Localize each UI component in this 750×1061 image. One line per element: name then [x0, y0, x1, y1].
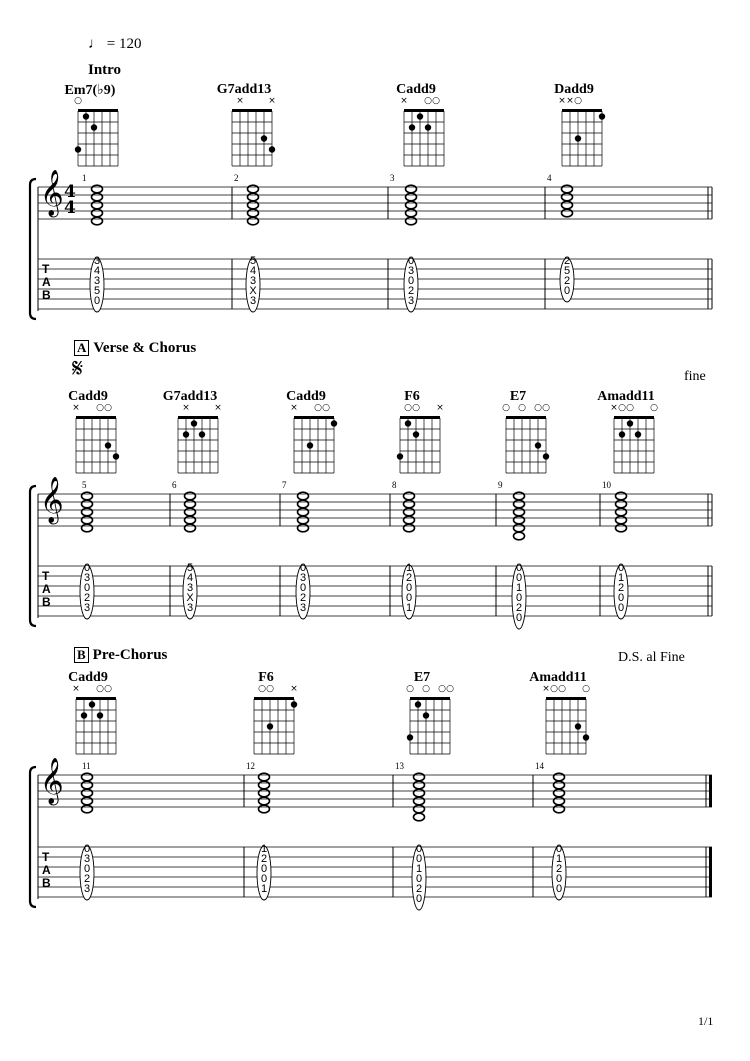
tab-fret-number: 2: [555, 863, 563, 875]
chord-diagram: [407, 697, 450, 754]
chord-diagram: [76, 697, 116, 754]
note-head: [414, 781, 425, 789]
note-head: [404, 492, 415, 500]
chord-name: Amadd11: [529, 670, 587, 685]
note-head: [248, 217, 259, 225]
string-markers: × ○ ○: [72, 684, 112, 694]
note-head: [298, 500, 309, 508]
chord-diagram: [404, 109, 444, 166]
note-head: [562, 201, 573, 209]
chord-name: F6: [258, 670, 274, 685]
tab-fret-number: 5: [563, 265, 571, 277]
tab-fret-number: 0: [555, 883, 563, 895]
string-markers: × × ○: [558, 96, 582, 106]
chord-name: Em7(♭9): [64, 83, 116, 98]
tab-fret-number: 0: [260, 873, 268, 885]
tab-clef-icon: T A B: [42, 569, 51, 609]
note-head: [554, 805, 565, 813]
note-head: [248, 185, 259, 193]
ds-al-fine-marking: D.S. al Fine: [618, 650, 685, 665]
chord-diagram: [506, 416, 549, 473]
tab-fret-number: 1: [260, 883, 268, 895]
bar-number: 5: [82, 480, 87, 490]
note-head: [514, 500, 525, 508]
tab-fret-number: 1: [260, 843, 268, 855]
note-head: [185, 524, 196, 532]
treble-clef-icon: 𝄞: [40, 758, 64, 803]
chord-diagram: [76, 416, 119, 473]
tab-fret-number: 1: [555, 853, 563, 865]
tab-fret-number: 0: [415, 893, 423, 905]
bar-number: 13: [395, 761, 404, 771]
rehearsal-mark-a: A: [74, 340, 89, 356]
tab-fret-number: 3: [407, 265, 415, 277]
note-head: [259, 805, 270, 813]
note-head: [298, 516, 309, 524]
tab-fret-number: 2: [415, 883, 423, 895]
quarter-note-icon: ♩: [88, 36, 103, 52]
chord-name: E7: [509, 389, 527, 404]
system-bracket: [30, 767, 36, 907]
chord-name: G7add13: [162, 389, 218, 404]
tab-fret-number: 3: [186, 582, 194, 594]
string-markers: ○ ○ ○ ○: [406, 684, 454, 694]
bar-number: 9: [498, 480, 503, 490]
note-head: [406, 209, 417, 217]
note-head: [92, 217, 103, 225]
bar-number: 1: [82, 173, 87, 183]
chord-name: Cadd9: [286, 389, 326, 404]
note-head: [414, 805, 425, 813]
note-head: [554, 789, 565, 797]
note-head: [616, 508, 627, 516]
note-head: [554, 773, 565, 781]
bar-number: 2: [234, 173, 239, 183]
note-head: [82, 500, 93, 508]
note-head: [298, 508, 309, 516]
tab-clef-icon: T A B: [42, 850, 51, 890]
bar-number: 7: [282, 480, 287, 490]
time-signature-icon: 4 4: [64, 182, 76, 218]
tab-fret-number: 2: [563, 275, 571, 287]
tab-fret-number: 5: [93, 285, 101, 297]
note-head: [82, 781, 93, 789]
tab-fret-number: 0: [515, 562, 523, 574]
note-head: [414, 813, 425, 821]
note-head: [92, 201, 103, 209]
note-head: [616, 516, 627, 524]
treble-clef-icon: 𝄞: [40, 170, 64, 215]
tab-fret-number: 2: [405, 572, 413, 584]
tab-fret-number: 3: [93, 255, 101, 267]
tab-fret-number: 4: [249, 265, 257, 277]
tab-fret-number: 3: [186, 602, 194, 614]
note-head: [404, 508, 415, 516]
tab-fret-number: 4: [186, 572, 194, 584]
note-head: [185, 492, 196, 500]
tab-fret-number: 3: [83, 883, 91, 895]
chord-name: Dadd9: [554, 82, 594, 97]
tab-fret-number: 0: [83, 562, 91, 574]
note-head: [406, 201, 417, 209]
tempo-value: = 120: [106, 36, 142, 52]
tab-fret-number: 1: [415, 863, 423, 875]
tab-fret-number: 4: [93, 265, 101, 277]
rehearsal-mark-b: B: [74, 647, 89, 663]
tab-fret-number: 0: [617, 592, 625, 604]
note-head: [82, 789, 93, 797]
note-head: [82, 797, 93, 805]
tab-fret-number: 2: [299, 592, 307, 604]
note-head: [92, 209, 103, 217]
chord-name: F6: [404, 389, 420, 404]
note-head: [92, 185, 103, 193]
tab-fret-number: 0: [415, 843, 423, 855]
tab-fret-number: 3: [407, 295, 415, 307]
note-head: [185, 500, 196, 508]
tab-fret-number: 3: [83, 602, 91, 614]
note-head: [514, 492, 525, 500]
tab-fret-number: 0: [617, 602, 625, 614]
chord-diagram: [614, 416, 654, 473]
chord-diagram: [178, 416, 218, 473]
tab-fret-number: 0: [260, 863, 268, 875]
tab-fret-number: 0: [83, 863, 91, 875]
bar-number: 14: [535, 761, 544, 771]
string-markers: × ×: [182, 403, 222, 413]
note-head: [514, 532, 525, 540]
note-head: [514, 516, 525, 524]
note-head: [248, 201, 259, 209]
bar-number: 10: [602, 480, 611, 490]
treble-clef-icon: 𝄞: [40, 477, 64, 522]
tab-fret-number: 2: [515, 602, 523, 614]
chord-diagram: [294, 416, 337, 473]
chord-name: G7add13: [216, 82, 272, 97]
string-markers: × ○ ○: [290, 403, 330, 413]
note-head: [298, 524, 309, 532]
tab-clef-icon: T A B: [42, 262, 51, 302]
note-head: [414, 789, 425, 797]
chord-diagram: [75, 109, 118, 166]
note-head: [82, 492, 93, 500]
tab-fret-number: 2: [260, 853, 268, 865]
tab-fret-number: 0: [515, 612, 523, 624]
tab-fret-number: 0: [407, 275, 415, 287]
tab-fret-number: 3: [83, 572, 91, 584]
tab-fret-number: 3: [249, 295, 257, 307]
tab-fret-number: 0: [405, 592, 413, 604]
note-head: [562, 185, 573, 193]
tab-fret-number: 1: [405, 562, 413, 574]
tab-fret-number: 0: [555, 873, 563, 885]
tab-fret-number: 1: [515, 582, 523, 594]
tab-fret-number: 2: [563, 255, 571, 267]
tab-fret-number: 0: [515, 592, 523, 604]
section-label-prechorus: Pre-Chorus: [92, 647, 168, 663]
tab-fret-number: 3: [249, 275, 257, 287]
tab-fret-number: 0: [415, 853, 423, 865]
chord-diagram: [232, 109, 275, 166]
tab-fret-number: 0: [299, 562, 307, 574]
note-head: [514, 524, 525, 532]
string-markers: × ×: [236, 96, 276, 106]
chord-diagram: [397, 416, 440, 473]
bar-number: 11: [82, 761, 91, 771]
tab-fret-number: 0: [555, 843, 563, 855]
tab-fret-number: 3: [93, 275, 101, 287]
chord-name: Amadd11: [597, 389, 655, 404]
note-head: [562, 193, 573, 201]
tab-fret-number: 0: [93, 295, 101, 307]
tab-fret-number: 0: [83, 582, 91, 594]
note-head: [259, 789, 270, 797]
tab-fret-number: 2: [617, 582, 625, 594]
tab-fret-number: 0: [563, 285, 571, 297]
tab-fret-number: 0: [405, 582, 413, 594]
tab-fret-number: X: [249, 285, 257, 297]
note-head: [248, 193, 259, 201]
tab-fret-number: 0: [515, 572, 523, 584]
bar-number: 6: [172, 480, 177, 490]
tab-fret-number: 0: [415, 873, 423, 885]
note-head: [554, 781, 565, 789]
note-head: [514, 508, 525, 516]
chord-name: Cadd9: [396, 82, 436, 97]
note-head: [414, 773, 425, 781]
tab-fret-number: 0: [617, 562, 625, 574]
note-head: [404, 516, 415, 524]
tab-fret-number: 5: [186, 562, 194, 574]
note-head: [406, 193, 417, 201]
chord-name: Cadd9: [68, 670, 108, 685]
string-markers: ○ ○ ×: [258, 684, 298, 694]
note-head: [554, 797, 565, 805]
note-head: [616, 500, 627, 508]
bar-number: 4: [547, 173, 552, 183]
note-head: [616, 492, 627, 500]
tab-fret-number: 3: [299, 572, 307, 584]
note-head: [404, 524, 415, 532]
note-head: [82, 508, 93, 516]
note-head: [82, 524, 93, 532]
tab-fret-number: 0: [407, 255, 415, 267]
tab-fret-number: 0: [83, 843, 91, 855]
bar-number: 8: [392, 480, 397, 490]
system-bracket: [30, 179, 36, 319]
chord-name: E7: [413, 670, 431, 685]
note-head: [248, 209, 259, 217]
chord-name: Cadd9: [68, 389, 108, 404]
string-markers: ○ ○ ×: [404, 403, 444, 413]
note-head: [82, 805, 93, 813]
tab-fret-number: 2: [83, 592, 91, 604]
segno-icon: 𝄋: [72, 354, 84, 383]
note-head: [259, 781, 270, 789]
page-number: 1/1: [698, 1014, 714, 1028]
tab-fret-number: 1: [617, 572, 625, 584]
section-label-verse: Verse & Chorus: [93, 340, 197, 356]
string-markers: × ○ ○: [400, 96, 440, 106]
note-head: [185, 508, 196, 516]
note-head: [414, 797, 425, 805]
tab-fret-number: 3: [299, 602, 307, 614]
chord-diagram: [562, 109, 605, 166]
note-head: [82, 516, 93, 524]
note-head: [185, 516, 196, 524]
bar-number: 3: [390, 173, 395, 183]
string-markers: × ○ ○ ○: [610, 403, 658, 413]
fine-marking: fine: [684, 369, 706, 384]
note-head: [404, 500, 415, 508]
system-bracket: [30, 486, 36, 626]
note-head: [298, 492, 309, 500]
note-head: [259, 773, 270, 781]
string-markers: × ○ ○ ○: [542, 684, 590, 694]
chord-diagram: [546, 697, 589, 754]
note-head: [406, 217, 417, 225]
tab-fret-number: 2: [83, 873, 91, 885]
tab-fret-number: 3: [83, 853, 91, 865]
tab-fret-number: X: [186, 592, 194, 604]
note-head: [92, 193, 103, 201]
string-markers: ○: [74, 96, 82, 106]
note-head: [562, 209, 573, 217]
note-head: [406, 185, 417, 193]
tab-fret-number: 5: [249, 255, 257, 267]
bar-number: 12: [246, 761, 255, 771]
note-head: [259, 797, 270, 805]
chord-diagram: [254, 697, 297, 754]
string-markers: ○ ○ ○ ○: [502, 403, 550, 413]
tab-fret-number: 0: [299, 582, 307, 594]
note-head: [616, 524, 627, 532]
note-head: [82, 773, 93, 781]
tab-fret-number: 2: [407, 285, 415, 297]
string-markers: × ○ ○: [72, 403, 112, 413]
tab-fret-number: 1: [405, 602, 413, 614]
section-label-intro: Intro: [88, 62, 122, 78]
